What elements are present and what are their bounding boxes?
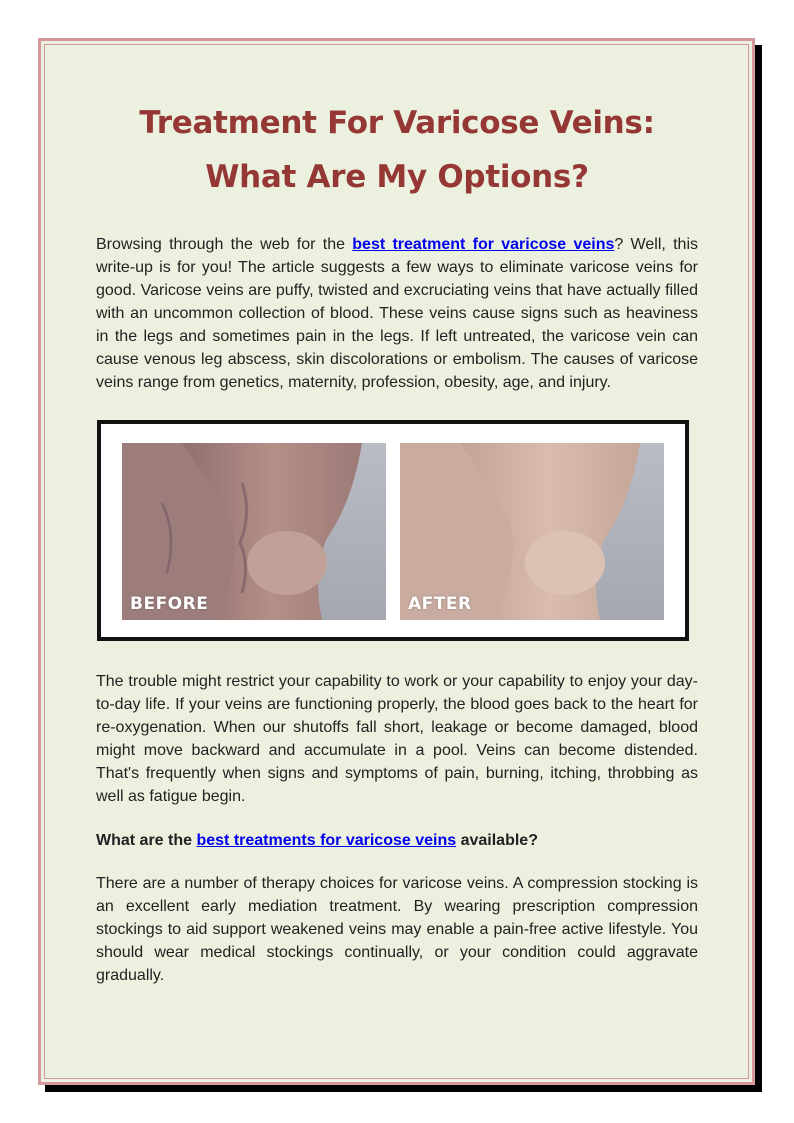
before-after-image [97, 420, 689, 641]
after-label: AFTER [408, 594, 472, 614]
after-photo [400, 443, 664, 620]
intro-text-end: ? Well, this write-up is for you! The article suggests a few ways to eliminate varicose veins for good. Varicose veins are puffy, twisted and excruciating veins that have actually filled with an uncommon collection of blood. These veins cause signs such as heaviness in the legs and sometimes pain in the legs. If left untreated, the varicose vein can cause venous leg abscess, skin discolorations or embolism. The causes of varicose veins range from genetics, maternity, profession, obesity, age, and injury. [96, 236, 698, 391]
page-title: Treatment For Varicose Veins: What Are My Options? [139, 105, 655, 195]
heading-text-end: available? [456, 832, 538, 849]
best-treatment-link[interactable]: best treatment for varicose veins [352, 236, 615, 253]
body-paragraph-2: The trouble might restrict your capability to work or your capability to enjoy your day-to-day life. If your veins are functioning properly, the blood goes back to the heart for re-oxygenation. When our shutoffs fall short, leakage or become damaged, blood might move backward and accumulate in a pool. Veins can become distended. That's frequently when signs and symptoms of pain, burning, itching, throbbing as well as fatigue begin. [96, 673, 698, 805]
body-paragraph-3: There are a number of therapy choices for varicose veins. A compression stocking is an excellent early mediation treatment. By wearing prescription compression stockings to aid support weakened veins may enable a pain-free active lifestyle. You should wear medical stockings continually, or your condition could aggravate gradually. [96, 875, 698, 984]
section-heading [96, 829, 698, 852]
intro-text-start: Browsing through the web for the [96, 236, 353, 253]
before-label: BEFORE [130, 594, 209, 614]
intro-paragraph [96, 233, 698, 394]
article [96, 96, 698, 987]
best-treatments-link[interactable]: best treatments for varicose veins [196, 832, 457, 849]
heading-text-start: What are the [96, 832, 197, 849]
before-photo [122, 443, 386, 620]
